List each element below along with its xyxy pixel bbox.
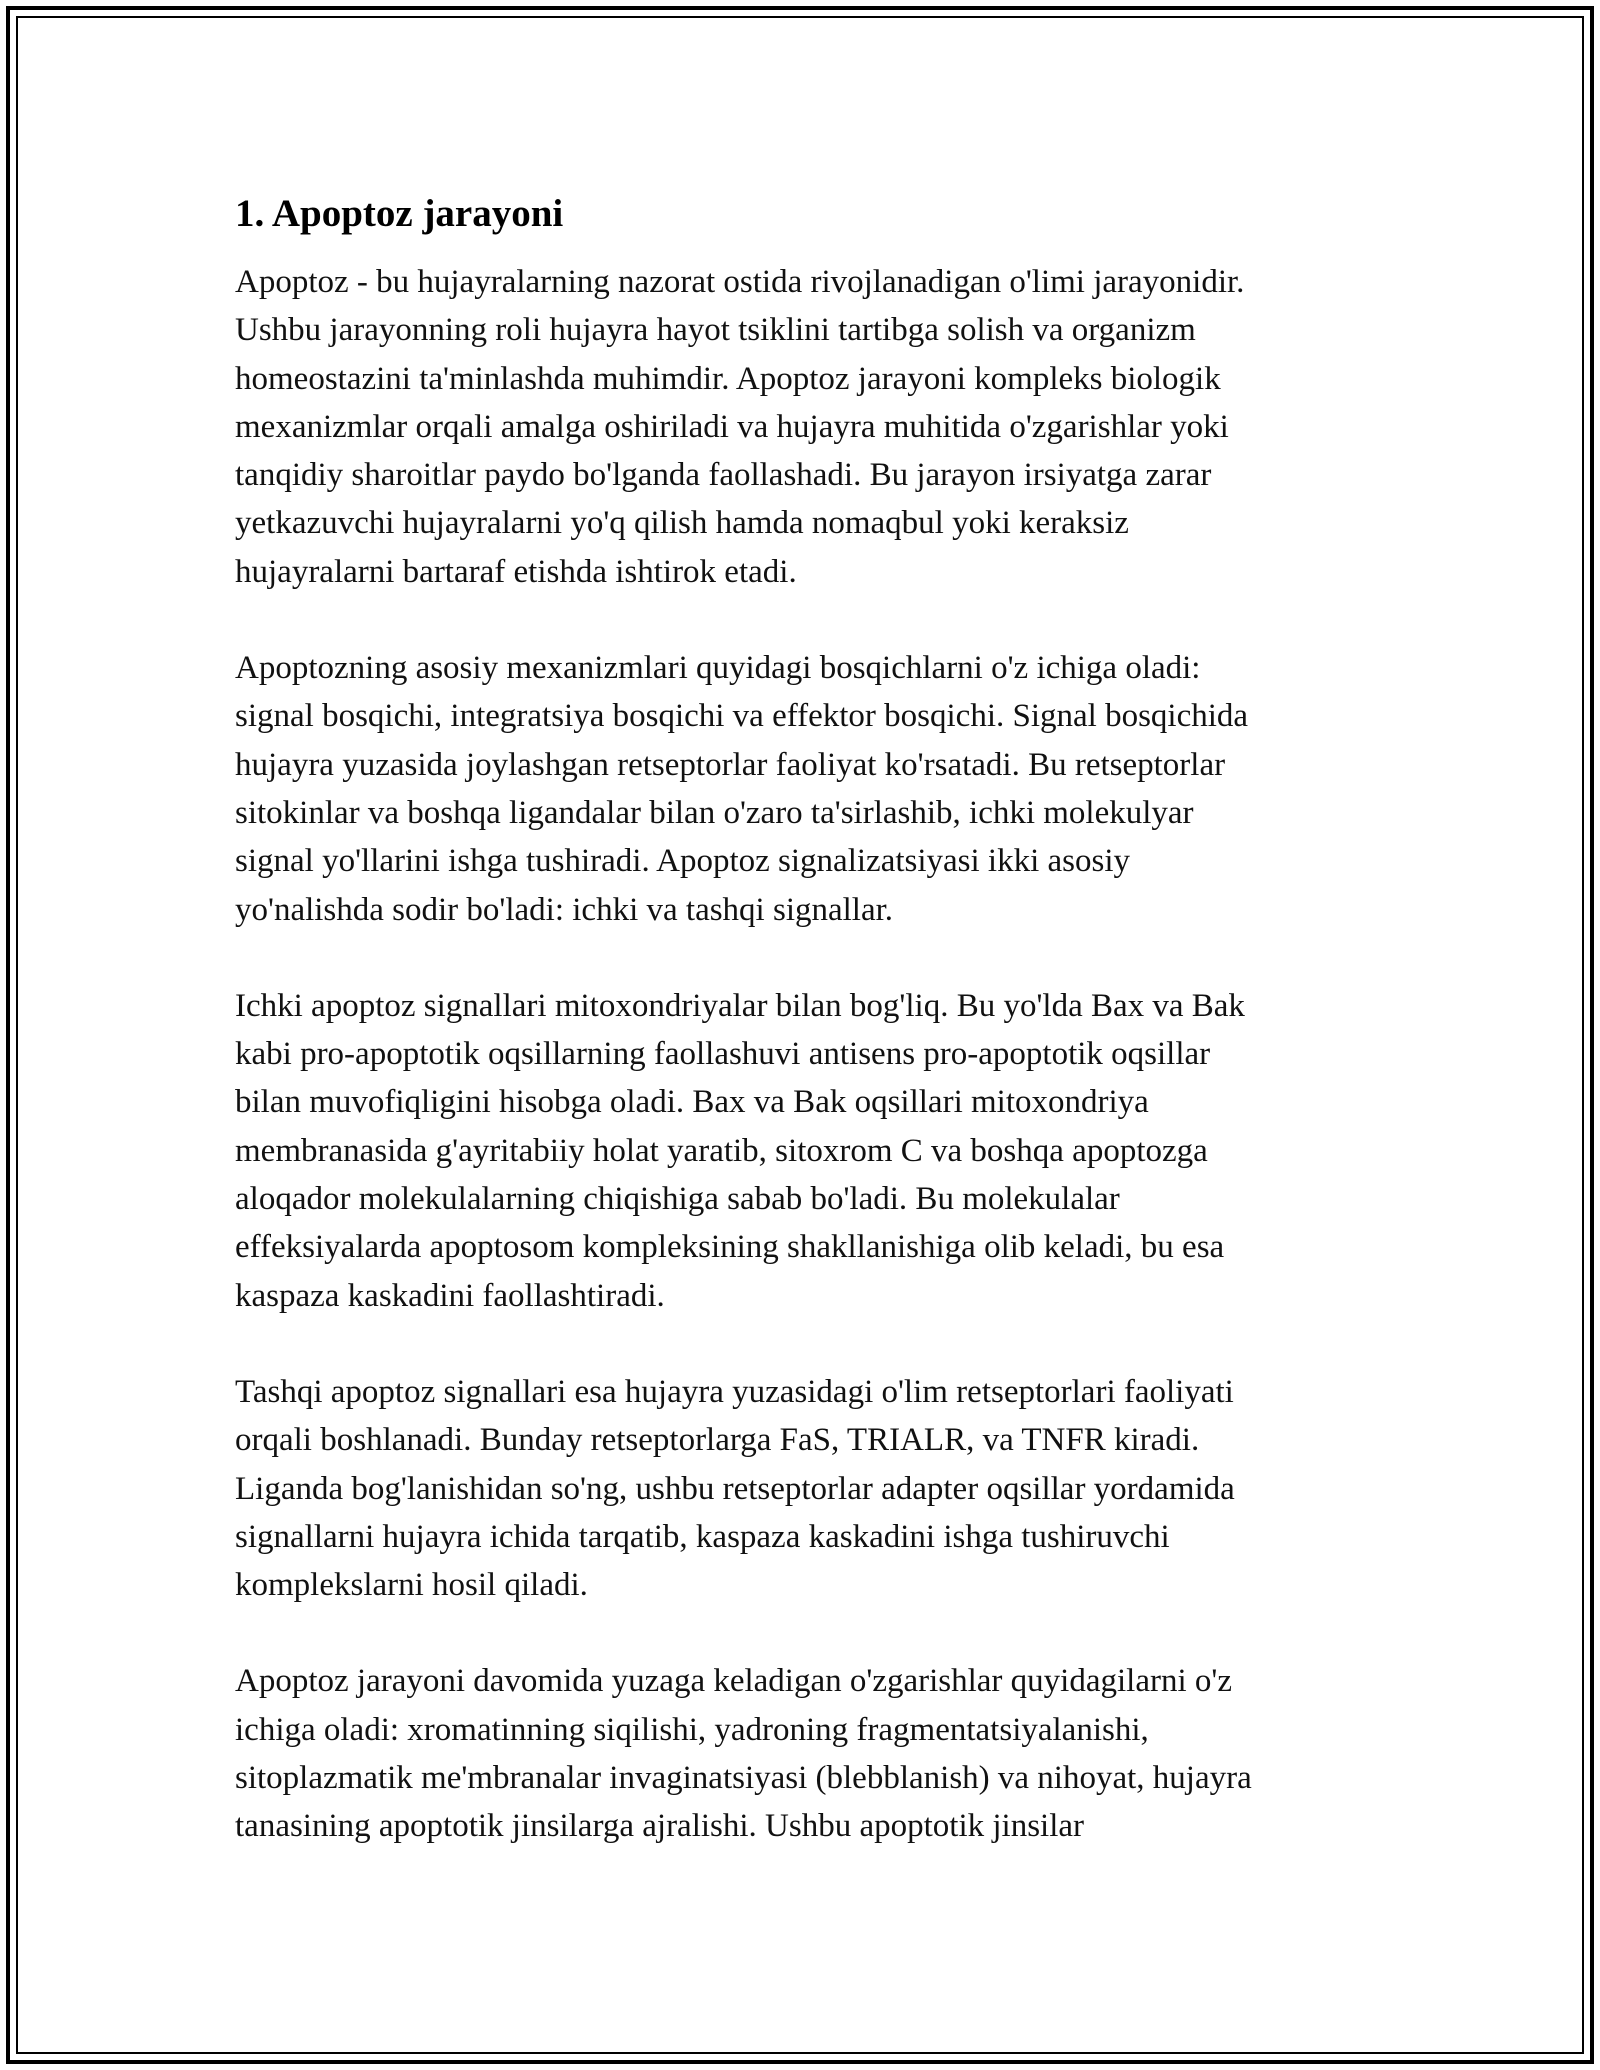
- text-line: hujayralarni bartaraf etishda ishtirok etadi.: [235, 553, 797, 590]
- text-line: membranasida g'ayritabiiy holat yaratib, sitoxrom C va boshqa apoptozga: [235, 1132, 1208, 1169]
- text-line: Apoptozning asosiy mexanizmlari quyidagi bosqichlarni o'z ichiga oladi:: [235, 650, 1201, 687]
- text-line: Tashqi apoptoz signallari esa hujayra yuzasidagi o'lim retseptorlari faoliyati: [235, 1373, 1234, 1410]
- text-line: Ichki apoptoz signallari mitoxondriyalar bilan bog'liq. Bu yo'lda Bax va Bak: [235, 987, 1245, 1024]
- text-line: orqali boshlanadi. Bunday retseptorlarga FaS, TRIALR, va TNFR kiradi.: [235, 1422, 1200, 1459]
- text-line: hujayra yuzasida joylashgan retseptorlar faoliyat ko'rsatadi. Bu retseptorlar: [235, 746, 1226, 783]
- text-line: kaspaza kaskadini faollashtiradi.: [235, 1277, 665, 1314]
- body-paragraph: [235, 644, 1375, 934]
- paragraph-list: [235, 258, 1375, 1851]
- text-line: tanasining apoptotik jinsilarga ajralishi. Ushbu apoptotik jinsilar: [235, 1808, 1085, 1845]
- text-line: aloqador molekulalarning chiqishiga sabab bo'ladi. Bu molekulalar: [235, 1181, 1120, 1218]
- body-paragraph: [235, 258, 1375, 596]
- body-paragraph: [235, 982, 1375, 1320]
- text-line: Liganda bog'lanishidan so'ng, ushbu retseptorlar adapter oqsillar yordamida: [235, 1470, 1235, 1507]
- document-body: [235, 186, 1375, 1899]
- text-line: kabi pro-apoptotik oqsillarning faollashuvi antisens pro-apoptotik oqsillar: [235, 1036, 1211, 1073]
- text-line: mexanizmlar orqali amalga oshiriladi va hujayra muhitida o'zgarishlar yoki: [235, 408, 1229, 445]
- text-line: signallarni hujayra ichida tarqatib, kaspaza kaskadini ishga tushiruvchi: [235, 1518, 1170, 1555]
- text-line: Apoptoz - bu hujayralarning nazorat ostida rivojlanadigan o'limi jarayonidir.: [235, 264, 1245, 300]
- body-paragraph: [235, 1368, 1375, 1609]
- text-line: yetkazuvchi hujayralarni yo'q qilish hamda nomaqbul yoki keraksiz: [235, 505, 1129, 542]
- text-line: bilan muvofiqligini hisobga oladi. Bax va Bak oqsillari mitoxondriya: [235, 1084, 1149, 1121]
- text-line: Ushbu jarayonning roli hujayra hayot tsiklini tartibga solish va organizm: [235, 312, 1196, 349]
- text-line: ichiga oladi: xromatinning siqilishi, yadroning fragmentatsiyalanishi,: [235, 1711, 1149, 1748]
- text-line: Apoptoz jarayoni davomida yuzaga keladigan o'zgarishlar quyidagilarni o'z: [235, 1663, 1232, 1700]
- text-line: komplekslarni hosil qiladi.: [235, 1567, 588, 1604]
- section-heading: 1. Apoptoz jarayoni: [235, 192, 564, 235]
- body-paragraph: [235, 1657, 1375, 1850]
- text-line: yo'nalishda sodir bo'ladi: ichki va tashqi signallar.: [235, 891, 894, 928]
- text-line: sitoplazmatik me'mbranalar invaginatsiyasi (blebblanish) va nihoyat, hujayra: [235, 1760, 1252, 1797]
- text-line: signal bosqichi, integratsiya bosqichi va effektor bosqichi. Signal bosqichida: [235, 698, 1249, 735]
- text-line: tanqidiy sharoitlar paydo bo'lganda faollashadi. Bu jarayon irsiyatga zarar: [235, 457, 1212, 494]
- text-line: effeksiyalarda apoptosom kompleksining shakllanishiga olib keladi, bu esa: [235, 1229, 1225, 1266]
- text-line: homeostazini ta'minlashda muhimdir. Apoptoz jarayoni kompleks biologik: [235, 360, 1221, 397]
- text-line: sitokinlar va boshqa ligandalar bilan o'zaro ta'sirlashib, ichki molekulyar: [235, 794, 1194, 831]
- text-line: signal yo'llarini ishga tushiradi. Apoptoz signalizatsiyasi ikki asosiy: [235, 843, 1131, 880]
